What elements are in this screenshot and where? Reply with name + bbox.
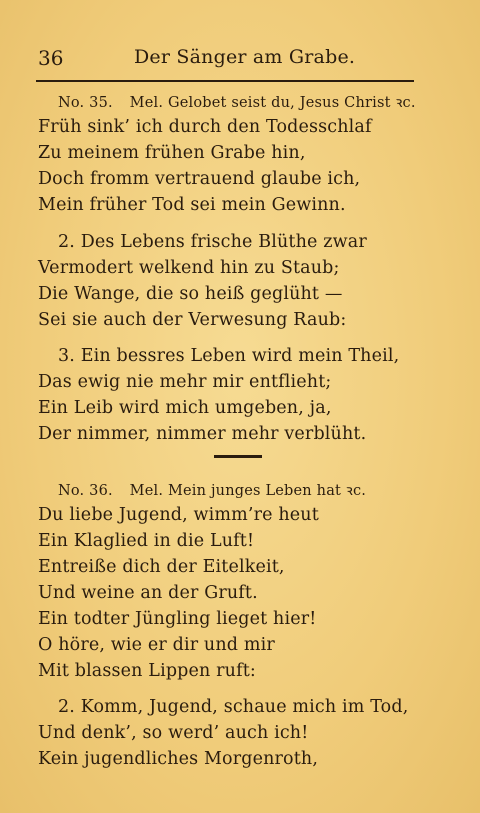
verse-line: Mit blassen Lippen ruft: — [38, 661, 256, 681]
hymn-number: No. 36. — [58, 483, 113, 499]
hymn-melody: Mel. Gelobet seist du, Jesus Christ ꝛc. — [129, 95, 416, 111]
page-number: 36 — [38, 46, 64, 70]
verse-line: 2. Komm, Jugend, schaue mich im Tod, — [58, 697, 409, 717]
verse-line: Sei sie auch der Verwesung Raub: — [38, 310, 347, 330]
verse-line: Und weine an der Gruft. — [38, 583, 258, 603]
verse-line: O höre, wie er dir und mir — [38, 635, 275, 655]
running-title: Der Sänger am Grabe. — [134, 46, 356, 68]
verse-line: Früh sink’ ich durch den Todesschlaf — [38, 117, 372, 137]
verse-line: Und denk’, so werd’ auch ich! — [38, 723, 309, 743]
verse-line: Entreiße dich der Eitelkeit, — [38, 557, 285, 577]
hymn-36-heading — [58, 480, 366, 500]
header-rule — [36, 80, 414, 82]
hymn-number: No. 35. — [58, 95, 113, 111]
verse-line: Der nimmer, nimmer mehr verblüht. — [38, 424, 367, 444]
section-divider — [214, 455, 262, 458]
hymn-melody: Mel. Mein junges Leben hat ꝛc. — [129, 483, 367, 499]
verse-line: Du liebe Jugend, wimm’re heut — [38, 505, 319, 525]
verse-line: Vermodert welkend hin zu Staub; — [38, 258, 340, 278]
verse-line: Ein Leib wird mich umgeben, ja, — [38, 398, 332, 418]
verse-line: 3. Ein bessres Leben wird mein Theil, — [58, 346, 400, 366]
verse-line: Ein todter Jüngling lieget hier! — [38, 609, 317, 629]
verse-line: Mein früher Tod sei mein Gewinn. — [38, 195, 346, 215]
verse-line: Zu meinem frühen Grabe hin, — [38, 143, 306, 163]
verse-line: Das ewig nie mehr mir entflieht; — [38, 372, 332, 392]
hymn-35-heading — [58, 92, 416, 112]
verse-line: Ein Klaglied in die Luft! — [38, 531, 255, 551]
verse-line: 2. Des Lebens frische Blüthe zwar — [58, 232, 367, 252]
verse-line: Doch fromm vertrauend glaube ich, — [38, 169, 361, 189]
verse-line: Kein jugendliches Morgenroth, — [38, 749, 319, 769]
page-header — [36, 46, 414, 72]
verse-line: Die Wange, die so heiß geglüht — — [38, 284, 343, 304]
